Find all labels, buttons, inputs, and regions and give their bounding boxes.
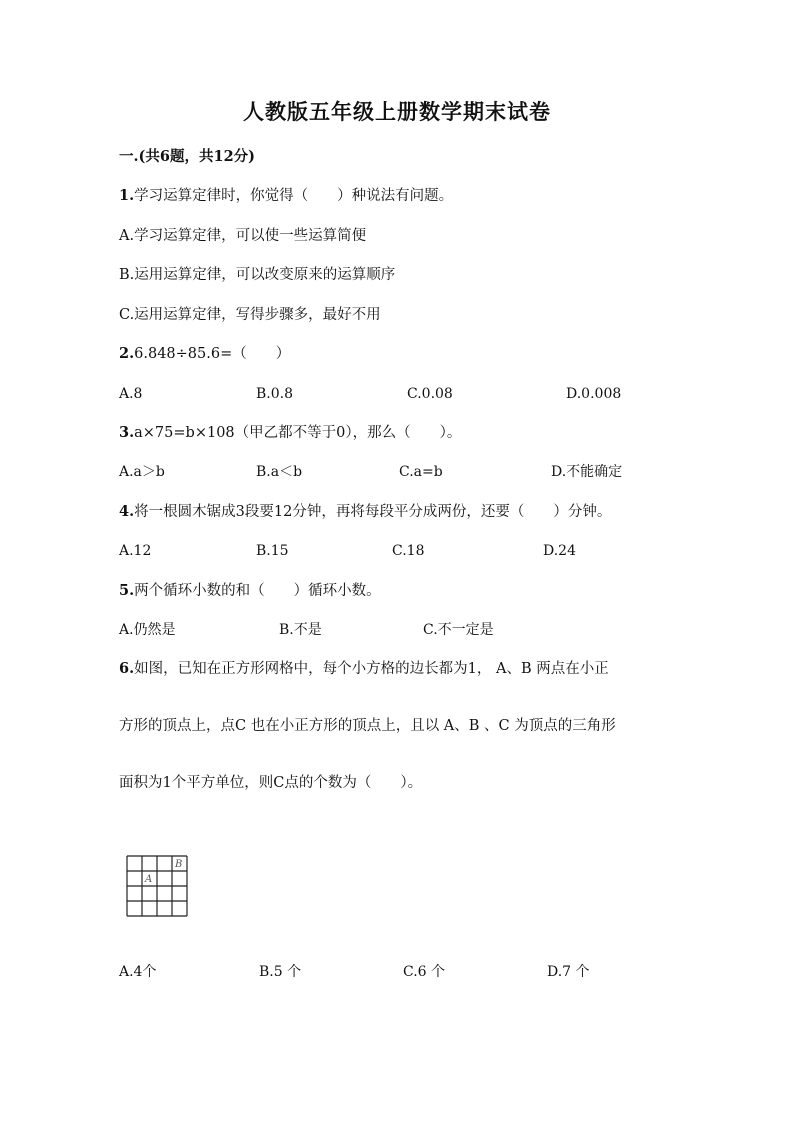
- question-3: [119, 423, 461, 443]
- point-a-label: A: [145, 874, 153, 885]
- question-text: a×75=b×108（甲乙都不等于0），那么（ ）。: [134, 425, 462, 441]
- option-6a: A.4个: [119, 964, 157, 980]
- question-6: [119, 659, 609, 679]
- option-3b: B.a＜b: [256, 464, 303, 480]
- option-4d: D.24: [543, 543, 576, 559]
- question-number: 1.: [119, 187, 135, 204]
- question-text: 两个循环小数的和（ ）循环小数。: [134, 583, 381, 599]
- question-text-line-2: 方形的顶点上，点C 也在小正方形的顶点上，且以 A、B 、C 为顶点的三角形: [119, 718, 616, 734]
- option-5c: C.不一定是: [423, 622, 494, 638]
- option-3c: C.a=b: [399, 464, 443, 480]
- question-text: 将一根圆木锯成3段要12分钟，再将每段平分成两份，还要（ ）分钟。: [134, 504, 612, 520]
- question-text-line-3: 面积为1个平方单位，则C点的个数为（ ）。: [119, 775, 423, 791]
- option-6c: C.6 个: [403, 964, 446, 980]
- option-2b: B.0.8: [256, 386, 294, 402]
- option-4c: C.18: [392, 543, 425, 559]
- option-6d: D.7 个: [547, 964, 590, 980]
- question-4: [119, 502, 611, 522]
- option-5b: B.不是: [279, 622, 322, 638]
- option-4b: B.15: [256, 543, 289, 559]
- option-2d: D.0.008: [566, 386, 622, 402]
- question-1: [119, 186, 453, 206]
- question-2: [119, 344, 290, 364]
- option-4a: A.12: [119, 543, 152, 559]
- question-number: 5.: [119, 582, 135, 599]
- option-2c: C.0.08: [407, 386, 453, 402]
- question-number: 2.: [119, 345, 135, 362]
- option-5a: A.仍然是: [119, 622, 176, 638]
- square-grid-figure: [126, 855, 190, 919]
- question-number: 3.: [119, 424, 135, 441]
- question-text-line-1: 如图，已知在正方形网格中，每个小方格的边长都为1， A、B 两点在小正: [134, 661, 609, 677]
- option-3d: D.不能确定: [551, 464, 623, 480]
- option-2a: A.8: [119, 386, 143, 402]
- point-b-label: B: [175, 859, 183, 870]
- option-1c: C.运用运算定律，写得步骤多，最好不用: [119, 307, 381, 323]
- question-number: 4.: [119, 503, 135, 520]
- page-title: 人教版五年级上册数学期末试卷: [243, 99, 551, 124]
- option-3a: A.a＞b: [119, 464, 165, 480]
- option-6b: B.5 个: [259, 964, 302, 980]
- section-heading: 一.(共6题，共12分): [119, 148, 256, 165]
- option-1a: A.学习运算定律，可以使一些运算简便: [119, 228, 367, 244]
- option-1b: B.运用运算定律，可以改变原来的运算顺序: [119, 267, 396, 283]
- question-text: 6.848÷85.6=（ ）: [134, 346, 291, 362]
- question-text: 学习运算定律时，你觉得（ ）种说法有问题。: [134, 188, 454, 204]
- question-number: 6.: [119, 660, 135, 677]
- question-5: [119, 581, 381, 601]
